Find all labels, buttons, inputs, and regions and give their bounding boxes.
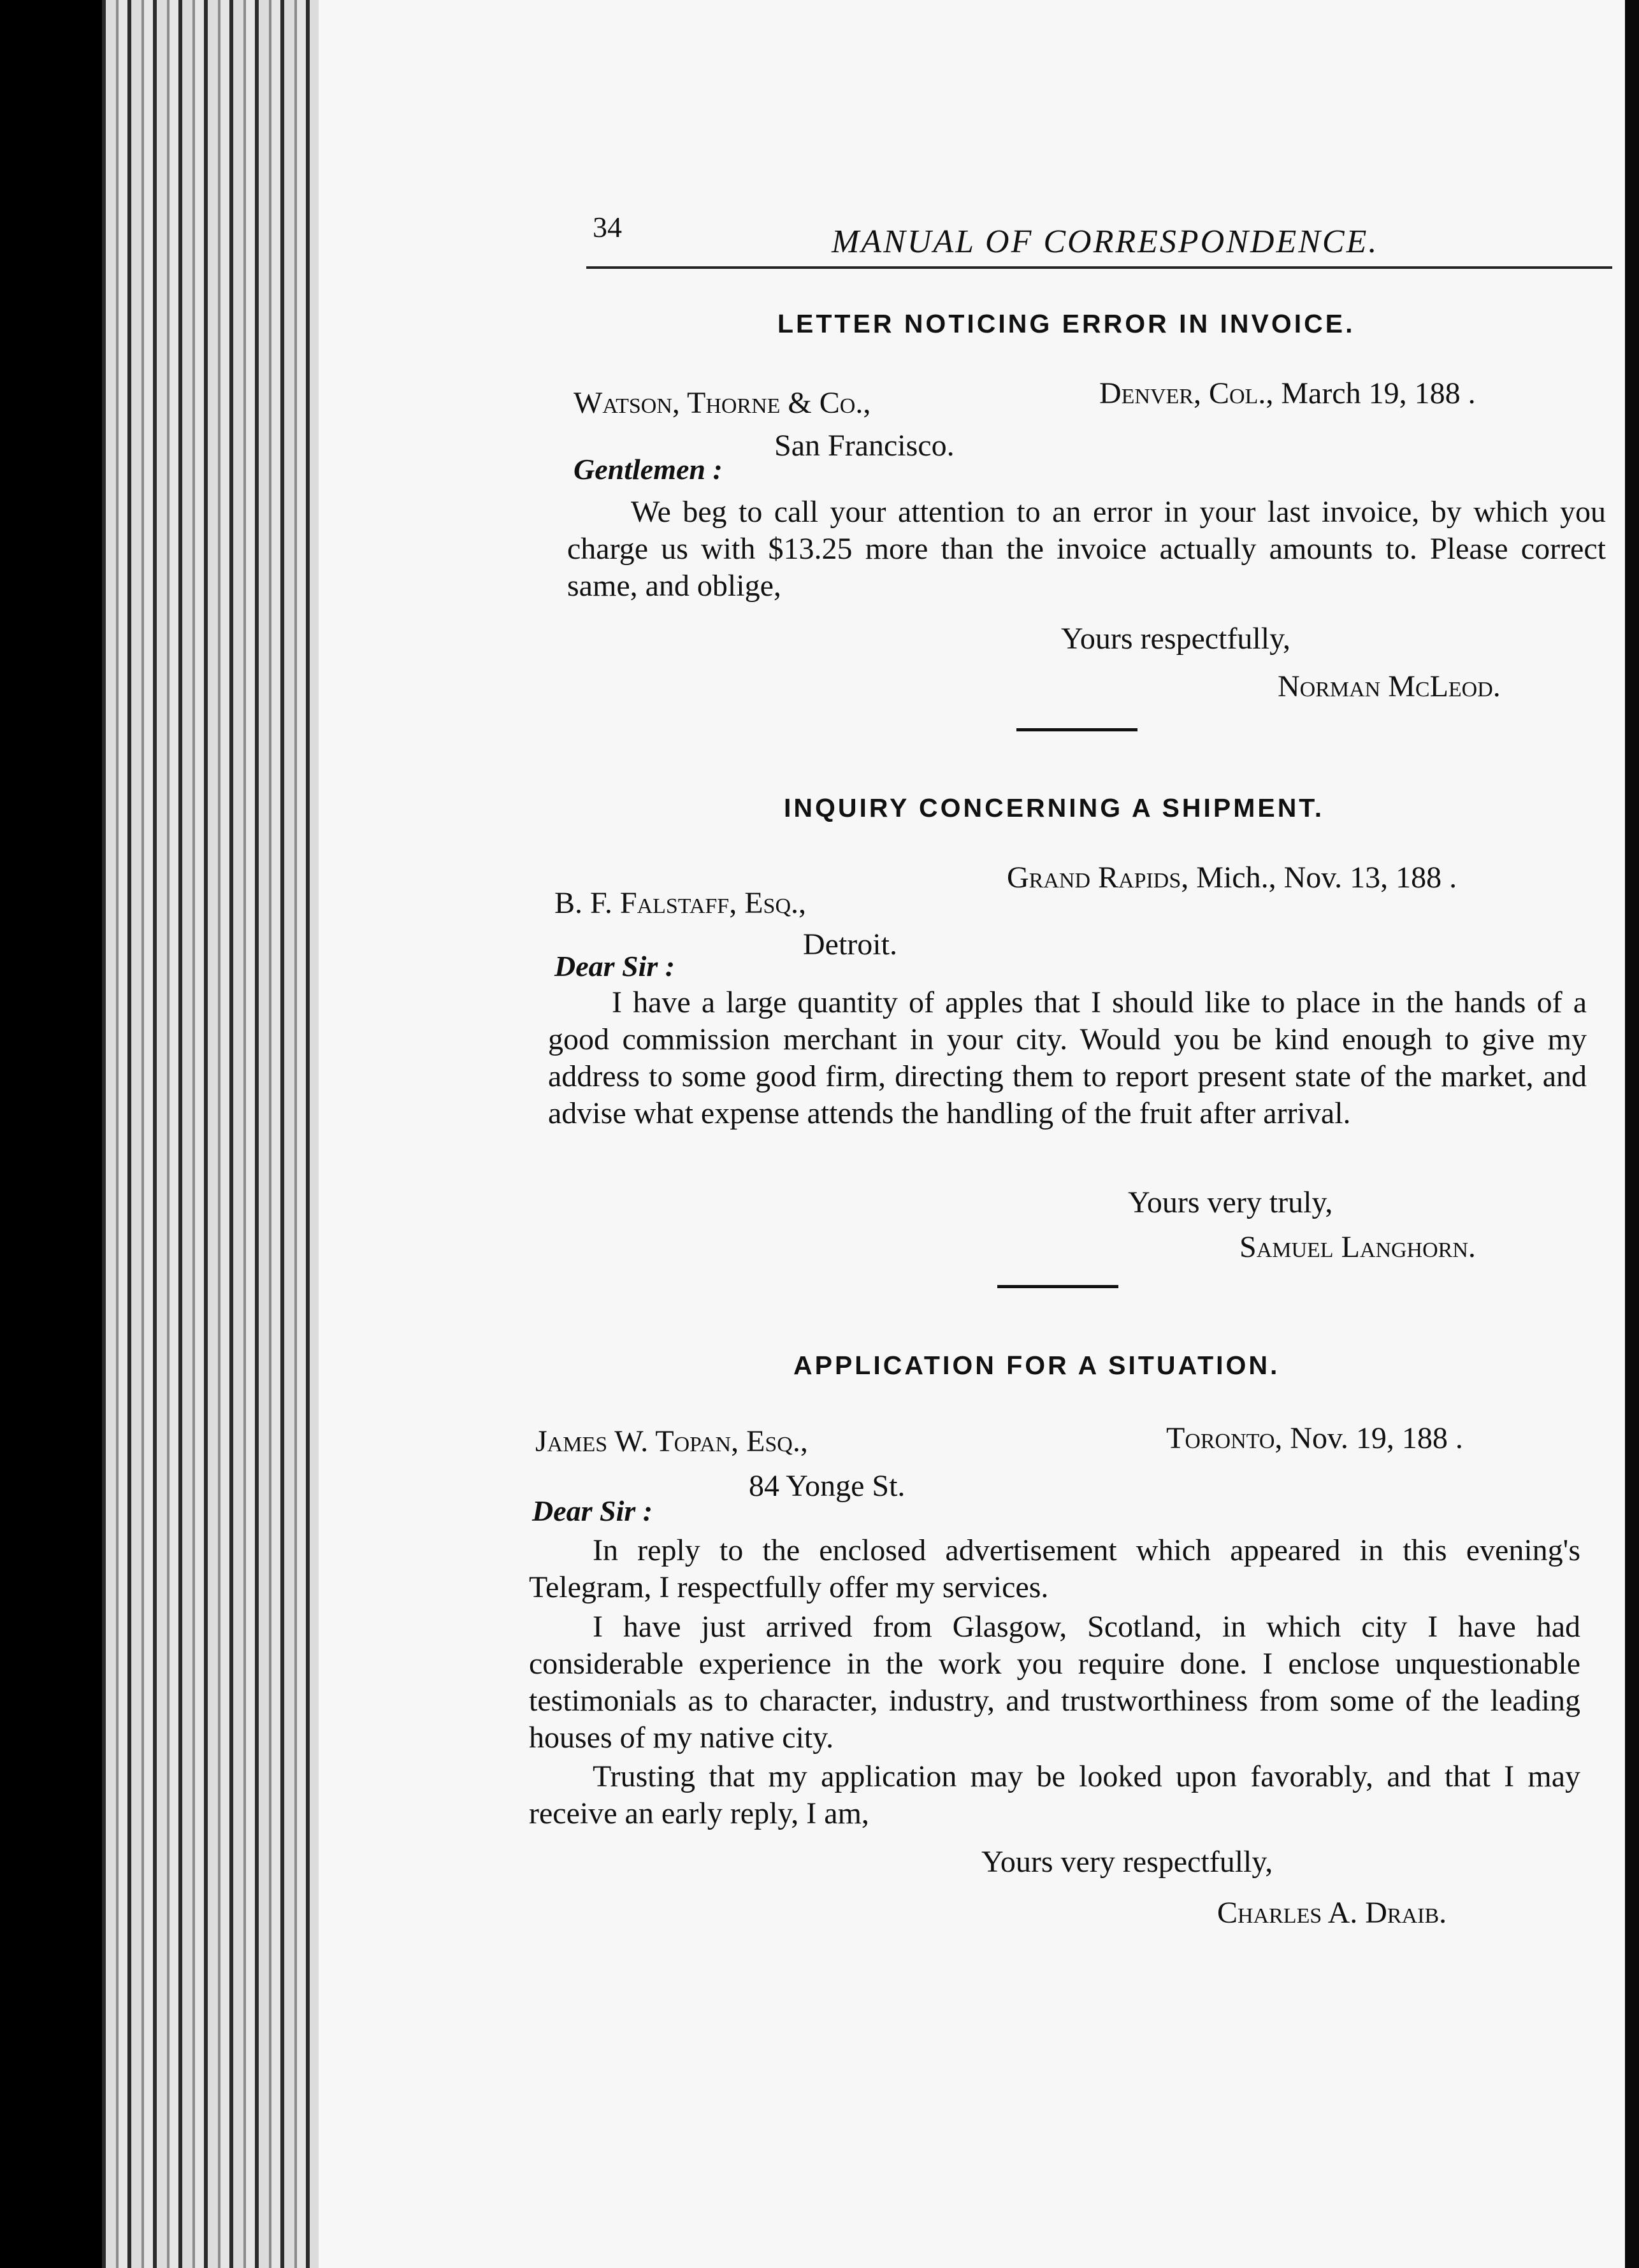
letter-title: APPLICATION FOR A SITUATION. [793,1351,1280,1380]
section-divider [1016,728,1137,731]
letter-place-date [1166,1421,1463,1456]
letter-address: Detroit. [803,928,897,961]
letter-paragraph: We beg to call your attention to an error in your last invoice, by which you charge us with $13.25 more than the invoice actually amounts to. Please correct same, and oblige, [567,495,1606,603]
letter-addressee: B. F. Falstaff, Esq., [554,886,806,920]
letter-date: Nov. 19, 188 . [1290,1421,1463,1455]
letter-salutation: Gentlemen : [574,453,723,485]
letter-closing: Yours very truly, [1128,1186,1333,1219]
letter-signature: Norman McLeod. [1278,670,1501,703]
book-page [319,0,1625,2268]
letter-place-date [1099,376,1476,411]
letter-title: LETTER NOTICING ERROR IN INVOICE. [777,309,1355,338]
letter-title: INQUIRY CONCERNING A SHIPMENT. [784,793,1325,822]
letter-closing: Yours very respectfully, [981,1845,1273,1879]
letter-signature: Charles A. Draib. [1217,1896,1447,1930]
letter-signature: Samuel Langhorn. [1239,1230,1476,1264]
letter-closing: Yours respectfully, [1061,622,1290,656]
letter-address: 84 Yonge St. [749,1469,906,1503]
letter-salutation: Dear Sir : [554,950,675,982]
letter-date: Mich., Nov. 13, 188 . [1196,861,1457,894]
letter-paragraph: I have a large quantity of apples that I should like to place in the hands of a good commission merchant in your city. Would you be kind enough to give my address to some good firm, directing them to report present state of the market, and advise what expense attends the handling of the fruit after arrival. [548,986,1587,1130]
letter-place: Denver, Col., [1099,377,1274,410]
letter-paragraph: I have just arrived from Glasgow, Scotland, in which city I have had considerable experience in the work you require done. I enclose unquestionable testimonials as to character, industry, and trustworthiness from some of the leading houses of my native city. [529,1610,1580,1755]
letter-date: March 19, 188 . [1281,377,1476,410]
running-title: MANUAL OF CORRESPONDENCE. [832,224,1379,260]
letter-paragraph: Trusting that my application may be looked upon favorably, and that I may receive an early reply, I am, [529,1760,1580,1830]
letter-place-date [1007,860,1457,895]
header-rule [586,266,1612,269]
letter-addressee: James W. Topan, Esq., [535,1425,808,1458]
letter-place: Grand Rapids, [1007,861,1189,894]
letter-salutation: Dear Sir : [532,1495,653,1527]
letter-paragraph: In reply to the enclosed advertisement which appeared in this evening's Telegram, I respectfully offer my services. [529,1533,1580,1604]
section-divider [997,1285,1118,1288]
letter-addressee: Watson, Thorne & Co., [574,386,871,420]
letter-address: San Francisco. [774,429,955,463]
right-edge [1625,0,1639,2268]
page-number: 34 [593,211,622,243]
letter-place: Toronto, [1166,1421,1283,1455]
